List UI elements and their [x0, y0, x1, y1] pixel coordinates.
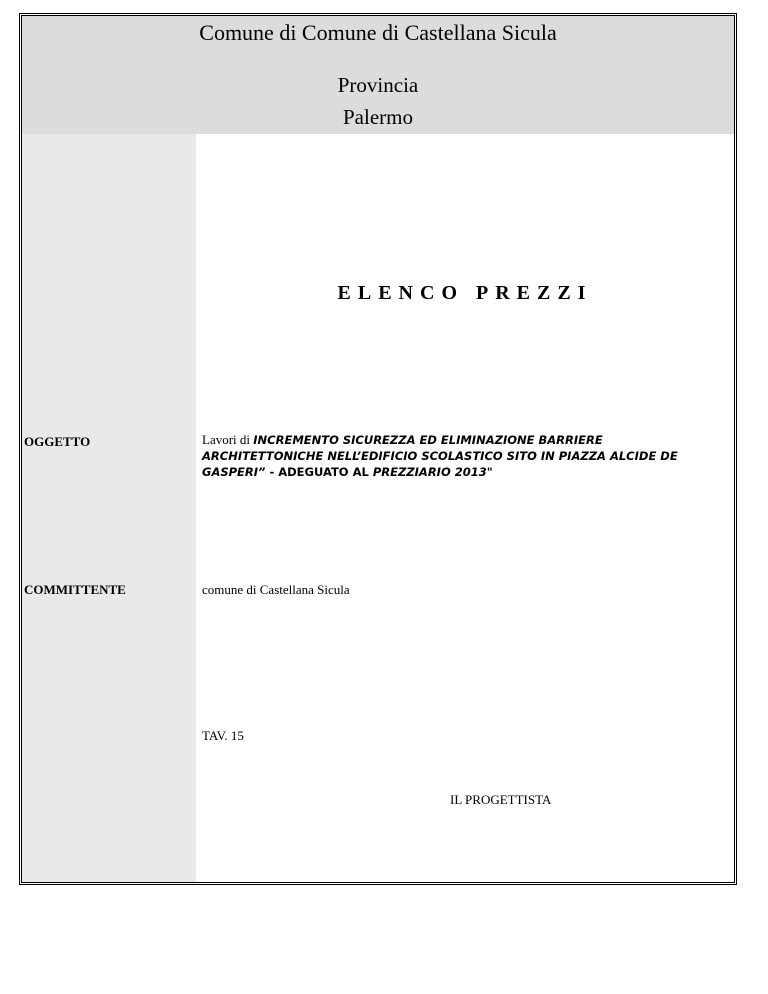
tav-number: TAV. 15	[202, 728, 244, 743]
provincia-value: Palermo	[343, 105, 413, 129]
label-column	[22, 134, 196, 882]
oggetto-part2: - ADEGUATO AL	[265, 465, 373, 479]
provincia-label: Provincia	[337, 73, 419, 97]
oggetto-label: OGGETTO	[24, 434, 91, 449]
oggetto-prefix: Lavori di	[202, 432, 254, 447]
progettista-label: IL PROGETTISTA	[450, 792, 552, 807]
document-title: ELENCO PREZZI	[337, 282, 593, 304]
header-band	[22, 16, 734, 134]
oggetto-part3: PREZZIARIO 2013	[372, 465, 487, 479]
oggetto-suffix: "	[486, 465, 493, 479]
comune-title: Comune di Comune di Castellana Sicula	[199, 20, 557, 45]
committente-label: COMMITTENTE	[24, 582, 126, 597]
oggetto-description	[202, 432, 702, 480]
cover-frame	[19, 13, 737, 885]
oggetto-part1: INCREMENTO SICUREZZA ED ELIMINAZIONE BARRIERE ARCHITETTONICHE NELL’EDIFICIO SCOLASTICO SITO IN PIAZZA ALCIDE DE GASPERI”	[202, 433, 678, 479]
committente-value: comune di Castellana Sicula	[202, 582, 350, 597]
